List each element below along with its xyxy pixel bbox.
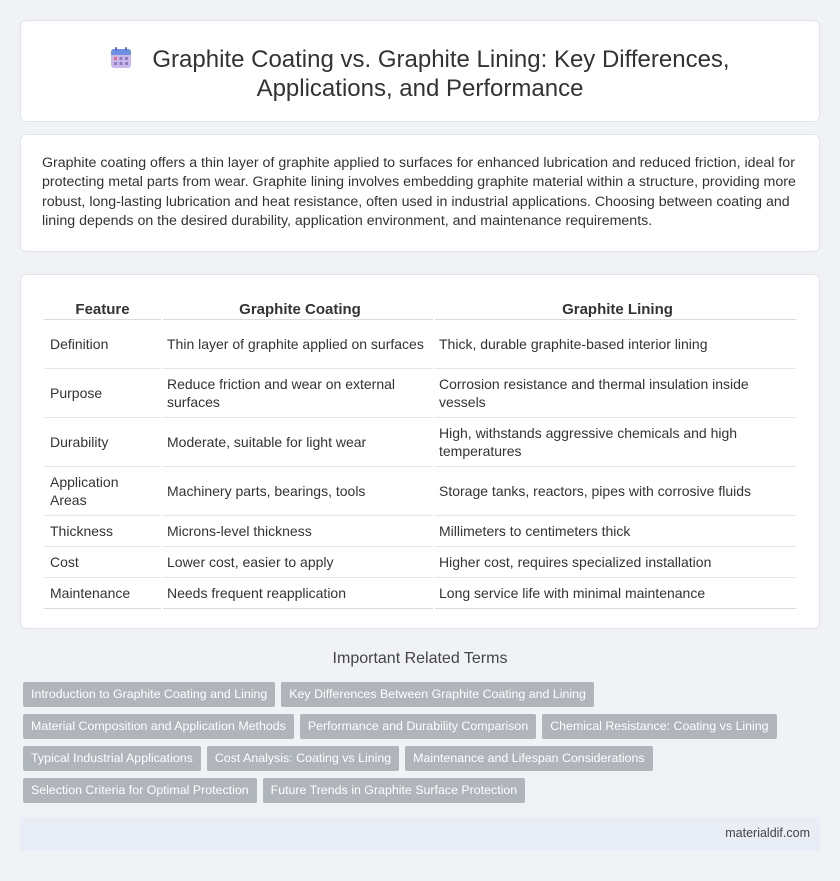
table-row [44, 418, 796, 467]
table-row [44, 320, 796, 369]
related-term-tag[interactable]: Material Composition and Application Methods [23, 714, 294, 739]
coating-cell: Machinery parts, bearings, tools [163, 467, 433, 516]
intro-paragraph: Graphite coating offers a thin layer of graphite applied to surfaces for enhanced lubrication and reduced friction, ideal for protecting metal parts from wear. Graphite lining involves embedding graphite material within a structure, providing more robust, long-lasting lubrication and heat resistance, often used in industrial applications. Choosing between coating and lining depends on the desired durability, application environment, and maintenance requirements. [42, 155, 796, 230]
related-terms-title: Important Related Terms [332, 650, 508, 667]
comparison-table [42, 296, 798, 609]
coating-cell: Microns-level thickness [163, 516, 433, 547]
related-term-tag[interactable]: Chemical Resistance: Coating vs Lining [542, 714, 776, 739]
related-term-tag[interactable]: Maintenance and Lifespan Considerations [405, 746, 652, 771]
related-term-tag[interactable]: Key Differences Between Graphite Coating and Lining [281, 682, 594, 707]
table-row [44, 369, 796, 418]
lining-cell: Higher cost, requires specialized installation [435, 547, 796, 578]
table-row [44, 578, 796, 609]
feature-cell: Cost [44, 547, 161, 578]
table-header-row [44, 296, 796, 320]
header-graphite-coating: Graphite Coating [163, 296, 433, 320]
header-card [20, 20, 820, 122]
related-term-tag[interactable]: Typical Industrial Applications [23, 746, 201, 771]
coating-cell: Lower cost, easier to apply [163, 547, 433, 578]
tag-row [23, 778, 531, 803]
table-row [44, 547, 796, 578]
tag-row [23, 714, 783, 739]
related-term-tag[interactable]: Introduction to Graphite Coating and Lining [23, 682, 275, 707]
footer [20, 817, 820, 851]
coating-cell: Reduce friction and wear on external surfaces [163, 369, 433, 418]
related-term-tag[interactable]: Cost Analysis: Coating vs Lining [207, 746, 399, 771]
lining-cell: Long service life with minimal maintenance [435, 578, 796, 609]
header-graphite-lining: Graphite Lining [435, 296, 796, 320]
footer-site-link[interactable]: materialdif.com [725, 826, 810, 840]
lining-cell: High, withstands aggressive chemicals and high temperatures [435, 418, 796, 467]
table-row [44, 516, 796, 547]
coating-cell: Moderate, suitable for light wear [163, 418, 433, 467]
title-line-1: Graphite Coating vs. Graphite Lining: Key Differences, [152, 46, 730, 73]
coating-cell: Needs frequent reapplication [163, 578, 433, 609]
feature-cell: Thickness [44, 516, 161, 547]
intro-card [20, 134, 820, 252]
page-title [21, 45, 819, 103]
feature-cell: Definition [44, 320, 161, 369]
lining-cell: Thick, durable graphite-based interior lining [435, 320, 796, 369]
tag-row [23, 682, 600, 707]
header-feature: Feature [44, 296, 161, 320]
title-line-2: Applications, and Performance [256, 75, 584, 102]
lining-cell: Millimeters to centimeters thick [435, 516, 796, 547]
table-row [44, 467, 796, 516]
calendar-icon [110, 47, 132, 69]
comparison-card [20, 274, 820, 629]
feature-cell: Durability [44, 418, 161, 467]
lining-cell: Corrosion resistance and thermal insulation inside vessels [435, 369, 796, 418]
related-term-tag[interactable]: Performance and Durability Comparison [300, 714, 536, 739]
coating-cell: Thin layer of graphite applied on surfaces [163, 320, 433, 369]
related-term-tag[interactable]: Future Trends in Graphite Surface Protection [263, 778, 526, 803]
related-term-tag[interactable]: Selection Criteria for Optimal Protection [23, 778, 257, 803]
lining-cell: Storage tanks, reactors, pipes with corrosive fluids [435, 467, 796, 516]
feature-cell: Maintenance [44, 578, 161, 609]
feature-cell: Purpose [44, 369, 161, 418]
tag-row [23, 746, 659, 771]
feature-cell: Application Areas [44, 467, 161, 516]
